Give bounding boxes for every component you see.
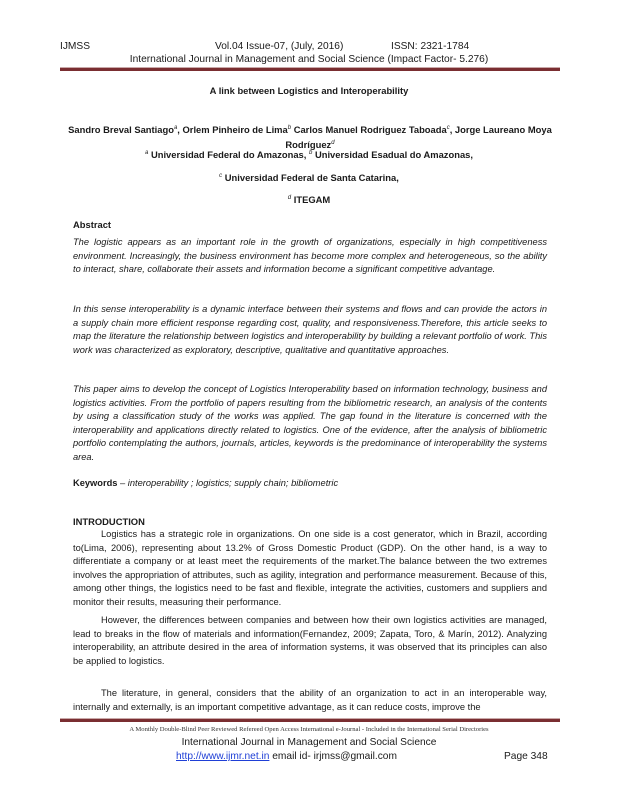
body-paragraph: The literature, in general, considers that the ability of an organization to act in an interoperable way, internally and externally, is an important competitive advantage, as it can reduce costs, improve the <box>73 688 547 712</box>
author-affiliation-mark: a <box>173 125 178 131</box>
footer-rule <box>60 718 560 722</box>
footer-journal-name: International Journal in Management and Social Science <box>181 737 437 748</box>
author-name: Jorge Laureano Moya Rodríguez <box>285 124 552 150</box>
affiliation-line <box>0 172 618 183</box>
affiliation: Universidad Federal de Santa Catarina, <box>224 172 399 183</box>
author-name: Carlos Manuel Rodriguez Taboada <box>293 124 447 135</box>
keywords-line <box>73 478 338 488</box>
abstract-paragraph: In this sense interoperability is a dynamic interface between their systems and flows and can provide the actors in a supply chain more efficient response regarding cost, quality, and responsiveness.Therefore, this article seeks to map the literature the relationship between logistics and interoperability by building a relevant portfolio of work. This work was characterized as exploratory, descriptive, qualitative and quantitative approaches. <box>73 304 547 355</box>
author-name: Orlem Pinheiro de Lima <box>182 124 288 135</box>
body-paragraph: However, the differences between companies and between how their own logistics activities are managed, lead to breaks in the flow of materials and information(Fernandez, 2009; Zapata, Toro, & Marín, 2012). Analyzing interoperability, an attribute desired in the area of information systems, it was observed that its principles can also be applied to logistics. <box>73 615 547 666</box>
author-affiliation-mark: c <box>446 125 450 131</box>
journal-abbrev: IJMSS <box>60 41 91 52</box>
author-name: Sandro Breval Santiago <box>68 124 174 135</box>
volume-issue: Vol.04 Issue-07, (July, 2016) <box>215 41 344 52</box>
affiliation-mark: a <box>145 150 149 156</box>
footer-contact <box>0 751 618 765</box>
affiliation-line <box>0 149 618 160</box>
running-header <box>60 41 560 55</box>
author-separator: , <box>177 124 183 135</box>
affiliation-mark: c <box>219 173 223 179</box>
footer-tagline: A Monthly Double-Blind Peer Reviewed Refereed Open Access International e-Journal - Included in the International Serial Directories <box>129 726 489 733</box>
keywords-dash: – <box>117 478 128 488</box>
journal-website-link[interactable]: http://www.ijmr.net.in <box>176 751 270 762</box>
keywords-label: Keywords <box>73 478 118 488</box>
author-affiliation-mark: b <box>287 125 292 131</box>
affiliation: ITEGAM <box>293 194 331 205</box>
affiliation-line <box>0 194 618 205</box>
keywords-values: interoperability ; logistics; supply chain; bibliometric <box>127 478 339 488</box>
body-paragraph: Logistics has a strategic role in organizations. On one side is a cost generator, which in Brazil, according to(Lima, 2006), representing about 13.2% of Gross Domestic Product (GDP). On the other hand, is a way to differentiate a company or at least meet the requirements of the market.The balance between the two extremes involves the appropriation of attributes, such as agility, integration and performance measurement. Because of this, among other things, the logistics need to be fast and flexible, integrate the activities, customers and suppliers and monitor their results, measuring their performance. <box>73 529 547 607</box>
page-number: Page 348 <box>504 751 548 762</box>
author-list <box>62 122 558 151</box>
affiliation: Universidad Federal do Amazonas, <box>150 149 307 160</box>
paper-title: A link between Logistics and Interoperability <box>209 85 409 96</box>
footer-email: email id- irjmss@gmail.com <box>269 751 397 762</box>
header-journal-name: International Journal in Management and Social Science (Impact Factor- 5.276) <box>129 54 489 65</box>
abstract-paragraph: This paper aims to develop the concept of Logistics Interoperability based on information technology, business and logistics activities. From the portfolio of papers resulting from the bibliometric research, an analysis of the contents by using a classification study of the works was applied. The gap found in the literature is concerned with the interoperability and applications directly related to logistics. One of the evidence, after the analysis of bibliometric portfolio contemplating the authors, journals, articles, keywords is the predominance of interoperability the systems area. <box>73 384 547 462</box>
header-rule <box>60 67 560 71</box>
introduction-heading: INTRODUCTION <box>73 516 145 527</box>
affiliation: Universidad Esadual do Amazonas, <box>314 149 473 160</box>
abstract-heading: Abstract <box>73 219 112 230</box>
abstract-paragraph: The logistic appears as an important role in the growth of organizations, especially in high competitiveness environment. Increasingly, the business environment has become more complex and heterogeneous, so the ability to interact, share, collaborate their assets and information become a significant competitive advantage. <box>73 237 547 275</box>
affiliation-mark: b <box>309 150 313 156</box>
author-separator: , <box>449 124 455 135</box>
author-affiliation-mark: d <box>331 139 335 146</box>
issn: ISSN: 2321-1784 <box>391 41 470 52</box>
affiliation-mark: d <box>287 195 292 201</box>
